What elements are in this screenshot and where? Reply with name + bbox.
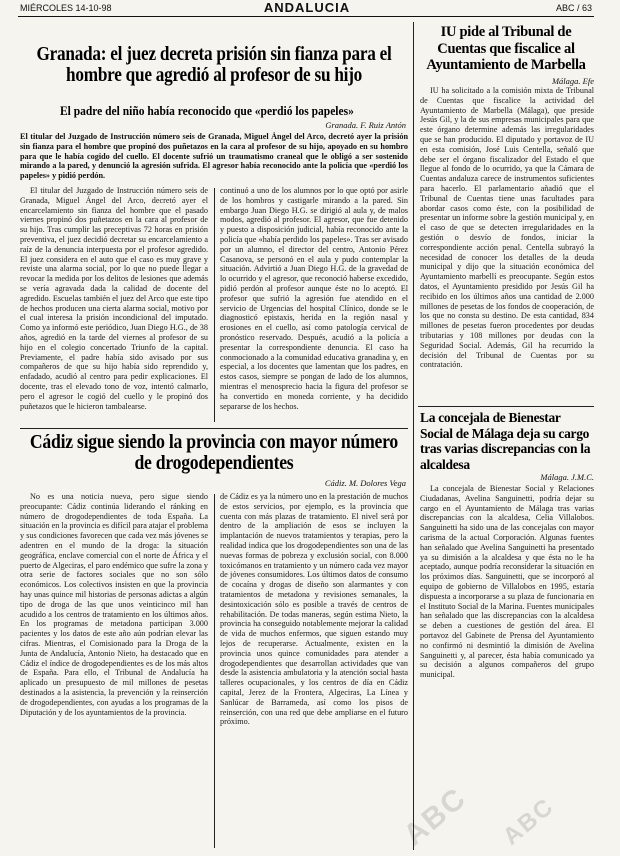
main-column-divider: [413, 22, 414, 850]
article1-column-2: [220, 186, 408, 424]
article-separator: [20, 428, 408, 429]
article1-column-1: [20, 186, 208, 424]
article1-lede: El titular del Juzgado de Instrucción número seis de Granada, Miguel Ángel del Arco, decretó ayer la prisión sin fianza para el hombre que propinó dos puñetazos en la cara al profesor de su hijo, apoyado en su hombro para que le había cogido del cuello. El docente sufrió un traumatismo craneal que le obligó a ser sostenido mirando a la pared, y denunció la agresión sufrida. El agresor había reconocido ante la policía que «perdió los papeles» y pidió perdón.: [20, 132, 408, 181]
article2-text-2: de Cádiz es ya la número uno en la prestación de muchos de estos servicios, por ejemplo, es la provincia que cuenta con más plazas de tratamiento. El nivel será por dentro de la ampliación de esos se incluyen la implantación de nuevos tratamientos y terapias, pero la realidad indica que los drogodependientes son una de las nuevas formas de pobreza y exclusión social, con 8.000 toxicómanos en tratamiento y un número cada vez mayor de jóvenes consumidores. Los últimos datos de consumo de cocaína y drogas de diseño son alarmantes y con tratamientos de metadona y revisiones semanales, la desintoxicación sólo es posible a través de centros de rehabilitación. De todas maneras, según estima Nieto, la provincia ha conseguido notablemente mejorar la calidad de vida de muchos enfermos, que siguen estando muy lejos de recuperarse. Actualmente, existen en la provincia unos quince comunidades para atender a drogodependientes que desarrollan actividades que van desde la asistencia ambulatoria y la atención social hasta talleres ocupacionales, y los centros de día en Cádiz capital, Jerez de la Frontera, Algeciras, La Línea y Sanlúcar de Barrameda, así como los pisos de reinserción, con una red que debe ampliarse en el futuro próximo.: [220, 492, 408, 727]
article1-subhead: El padre del niño había reconocido que «perdió los papeles»: [60, 104, 354, 118]
article2-byline: Cádiz. M. Dolores Vega: [324, 478, 406, 488]
article1-text-2: continuó a uno de los alumnos por lo que optó por asirle de los hombros y castigarle mirando a la pared. Sin embargo Juan Diego H.G. se dirigió al aula y, de malos modos, agredió al profesor. El agresor, que fue detenido y puesto a disposición judicial, había reconocido ante la policía que «había perdido los papeles». Tras ser avisado por un alumno, el director del centro, Antonio Pérez Casanova, se personó en el aula y pudo contemplar la situación. Advirtió a Juan Diego H.G. de la gravedad de lo ocurrido y el agresor, que reconoció haberse excedido, pidió perdón al profesor aunque éste no lo aceptó. El profesor que sufrió la agresión fue atendido en el servicio de Urgencias del hospital Clínico, donde se le diagnosticó epistaxis, herida en la región nasal y erosiones en el cuello, así como patología cervical de pronóstico reservado. Después, acudió a la policía a presentar la correspondiente denuncia. El caso ha conmocionado a la comunidad educativa granadina y, en especial, a los docentes que lamentan que los padres, en estos casos, siempre se pongan de lado de los alumnos, mientras el menosprecio hacia la figura del profesor se ha convertido en moneda corriente, y ha decidido separarse de los hechos.: [220, 186, 408, 411]
article2-column-divider: [214, 494, 215, 848]
article2-text-1: No es una noticia nueva, pero sigue siendo preocupante: Cádiz continúa liderando el ránking en número de drogodependientes de toda España. La situación en la provincia es difícil para atajar el problema y sus condiciones favorecen que cada vez más jóvenes se adentren en el mundo de la droga: la situación geográfica, enclave comercial con el norte de África y el puerto de Algeciras, el paro endémico que sufre la zona y otra serie de factores sociales que no son sólo económicos. Los colectivos insisten en que la provincia hay unas quince mil historias de personas adictas a algún tipo de droga de las que unos veinticinco mil han acudido a los centros de tratamiento en los últimos años. En los programas de metadona participan 3.000 pacientes y los datos de este año aún podrían elevar las cifras. Mientras, el Comisionado para la Droga de la Junta de Andalucía, Antonio Nieto, ha destacado que en Cádiz el índice de drogodependientes es de los más altos de España. Para ello, el Tribunal de Andalucía ha aplicado un presupuesto de mil millones de pesetas destinados a la asistencia, la prevención y la reinserción de drogodependientes, con ayudas a los programas de la Diputación y de los ayuntamientos de la provincia.: [20, 492, 208, 717]
article3-column: [420, 86, 594, 402]
abc-watermark: ABC: [497, 792, 560, 851]
article1-headline: Granada: el juez decreta prisión sin fianza para el hombre que agredió al profesor de su hijo: [36, 43, 392, 86]
article2-column-1: [20, 492, 208, 850]
article3-text: IU ha solicitado a la comisión mixta de Tribunal de Cuentas que fiscalice la actividad del Ayuntamiento de Marbella (Málaga), que preside Jesús Gil, y la de sus empresas municipales para que este órgano determine además las irregularidades que se han producido. El diputado y portavoz de IU en esta comisión, José Luis Centella, señaló que debe ser el órgano fiscalizador del Estado el que llegue al fondo de lo ocurrido, ya que la Cámara de Cuentas andaluza carece de instrumentos suficientes para hacerlo. El parlamentario añadió que el Tribunal de Cuentas tiene unas facultades para abordar casos como éste, con la posibilidad de presentar un informe sobre la gestión municipal y, en el caso de que se detecten irregularidades en la gestión o desvío de fondos, iniciar la correspondiente acción penal. Centella subrayó la necesidad de conocer los detalles de la deuda municipal y dijo que la situación económica del Ayuntamiento marbellí es preocupante. Según estos datos, el Ayuntamiento presidido por Jesús Gil ha recibido en los últimos años una cantidad de 2.000 millones de pesetas de los fondos de cooperación, de los que no consta su destino. De esta cantidad, 834 millones de pesetas fueron procedentes por deudas tributarias y 108 millones por deudas con la Seguridad Social. Además, Gil ha recurrido la decisión del Tribunal de Cuentas por su contratación.: [420, 86, 594, 370]
abc-watermark: ABC: [397, 781, 473, 853]
page-number: ABC / 63: [555, 3, 592, 13]
article1-text-1: El titular del Juzgado de Instrucción número seis de Granada, Miguel Ángel del Arco, decretó ayer el encarcelamiento sin fianza del hombre que el pasado viernes propinó dos puñetazos en la cara al profesor de su hijo. Tras cumplir las preceptivas 72 horas en prisión preventiva, el juez decidió decretar su encarcelamiento a raíz de la denuncia interpuesta por el profesor agredido. El juez considera en el auto que el caso es muy grave y reviste una alarma social, por lo que no puede llegar a revocar la medida por los delitos de lesiones que además se vería agravada dada la calidad de docente del agredido. Escuelas también el juez del Arco que este tipo de hechos producen una cierta alarma social, motivo por el cual interesa la prisión incondicional del imputado. Como ya informó este periódico, Juan Diego H.G., de 38 años, agredió en la tarde del viernes al profesor de su hijo en el colegio concertado Triunfo de la capital. Previamente, el padre había sido avisado por sus compañeros de que su hijo había sido reprendido y, enfadado, acudió al centro para pedir explicaciones. El docente, tras el elevado tono de voz, intentó calmarlo, pero el agresor le cogió del cuello y le propinó dos puñetazos que le hicieron tambalearse.: [20, 186, 208, 411]
article3-headline: IU pide al Tribunal de Cuentas que fiscalice al Ayuntamiento de Marbella: [426, 24, 586, 73]
right-article-separator: [418, 406, 594, 407]
article4-headline: La concejala de Bienestar Social de Málaga deja su cargo tras varias discrepancias con la alcaldesa: [420, 410, 591, 472]
article1-column-divider: [214, 188, 215, 422]
article3-byline: Málaga. Efe: [551, 76, 594, 86]
article2-column-2: [220, 492, 408, 850]
header-rule: [18, 16, 594, 17]
article2-headline: Cádiz sigue siendo la provincia con mayor número de drogodependientes: [29, 431, 398, 474]
page-date: MIÉRCOLES 14-10-98: [20, 3, 112, 13]
section-title: ANDALUCIA: [263, 0, 351, 15]
article4-text: La concejala de Bienestar Social y Relaciones Ciudadanas, Avelina Sanguinetti, podría dejar su cargo en el Ayuntamiento de Málaga tras varias discrepancias con la alcaldesa, Celia Villalobos. Sanguinetti ha sido una de las concejalas con mayor carisma de la actual Corporación. Algunas fuentes han señalado que Avelina Sanguinetti ha presentado ya su dimisión a la alcaldesa y que ésta no le ha aceptado, aunque podría reconsiderar la situación en los próximos días. Sanguinetti, que se incorporó al equipo de gobierno de Villalobos en 1995, estaría dispuesta a incorporarse a su plaza de funcionaria en el Instituto Social de la Marina. Fuentes municipales han señalado que las discrepancias con la alcaldesa se deben a cuestiones de gestión del área. El portavoz del Gabinete de Prensa del Ayuntamiento no confirmó ni desmintió la dimisión de Avelina Sanguinetti y, al parecer, ésta había comunicado ya su decisión a algunos compañeros del grupo municipal.: [420, 484, 594, 680]
article4-byline: Málaga. J.M.C.: [540, 472, 594, 482]
article1-byline: Granada. F. Ruiz Antón: [325, 120, 406, 130]
